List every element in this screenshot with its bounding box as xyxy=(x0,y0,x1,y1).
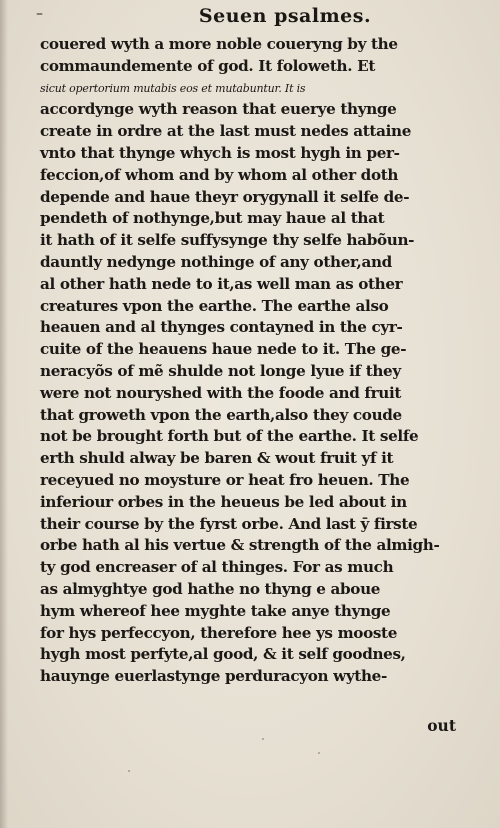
text-line: it hath of it selfe suffysynge thy selfe habõun- xyxy=(40,231,415,250)
running-head: Seuen psalmes. xyxy=(198,5,372,27)
text-line: that groweth vpon the earth,also they coude xyxy=(40,405,402,424)
text-line: ty god encreaser of al thinges. For as much xyxy=(40,558,394,577)
text-line: accordynge wyth reason that euerye thynge xyxy=(40,100,397,119)
text-line: erth shuld alway be baren & wout fruit yf it xyxy=(40,449,394,468)
text-line: neracyõs of mẽ shulde not longe lyue if they xyxy=(40,361,401,380)
text-line: heauen and al thynges contayned in the cyr- xyxy=(40,318,403,337)
text-line: receyued no moysture or heat fro heuen. The xyxy=(40,470,410,489)
text-line: vnto that thynge whych is most hygh in per- xyxy=(40,143,400,162)
text-line: hym whereof hee myghte take anye thynge xyxy=(40,601,391,620)
text-line: couered wyth a more noble coueryng by the xyxy=(40,35,398,53)
text-line: create in ordre at the last must nedes attaine xyxy=(40,122,412,141)
text-line: creatures vpon the earthe. The earthe also xyxy=(40,296,389,315)
text-line: their course by the fyrst orbe. And last ȳ firste xyxy=(40,514,418,533)
text-line: inferiour orbes in the heueus be led about in xyxy=(40,492,407,511)
catchword: out xyxy=(427,716,456,735)
text-line: were not nouryshed with the foode and fruit xyxy=(40,383,402,402)
text-line: depende and haue theyr orygynall it selfe de- xyxy=(40,187,410,206)
text-line: cuite of the heauens haue nede to it. The ge- xyxy=(40,340,407,359)
text-block xyxy=(40,34,460,688)
text-line: as almyghtye god hathe no thyng e aboue xyxy=(40,579,381,598)
text-line: hauynge euerlastynge perduracyon wythe- xyxy=(40,667,387,686)
text-line: pendeth of nothynge,but may haue al that xyxy=(40,209,385,228)
latin-quote-line: sicut opertorium mutabis eos et mutabuntur. It is xyxy=(40,81,306,95)
paper-speck xyxy=(128,770,130,772)
text-line: for hys perfeccyon, therefore hee ys mooste xyxy=(40,623,398,642)
text-line: feccion,of whom and by whom al other doth xyxy=(40,165,399,184)
text-line: al other hath nede to it,as well man as other xyxy=(40,274,403,293)
paper-speck xyxy=(262,738,264,740)
text-line: hygh most perfyte,al good, & it self goodnes, xyxy=(40,645,406,664)
text-line: not be brought forth but of the earthe. It selfe xyxy=(40,427,419,446)
text-line: commaundemente of god. It foloweth. Et xyxy=(40,56,375,75)
text-line: dauntly nedynge nothinge of any other,and xyxy=(40,252,392,271)
page-mark: – xyxy=(36,6,43,22)
paper-speck xyxy=(318,752,320,754)
text-line: orbe hath al his vertue & strength of the almigh- xyxy=(40,536,440,555)
